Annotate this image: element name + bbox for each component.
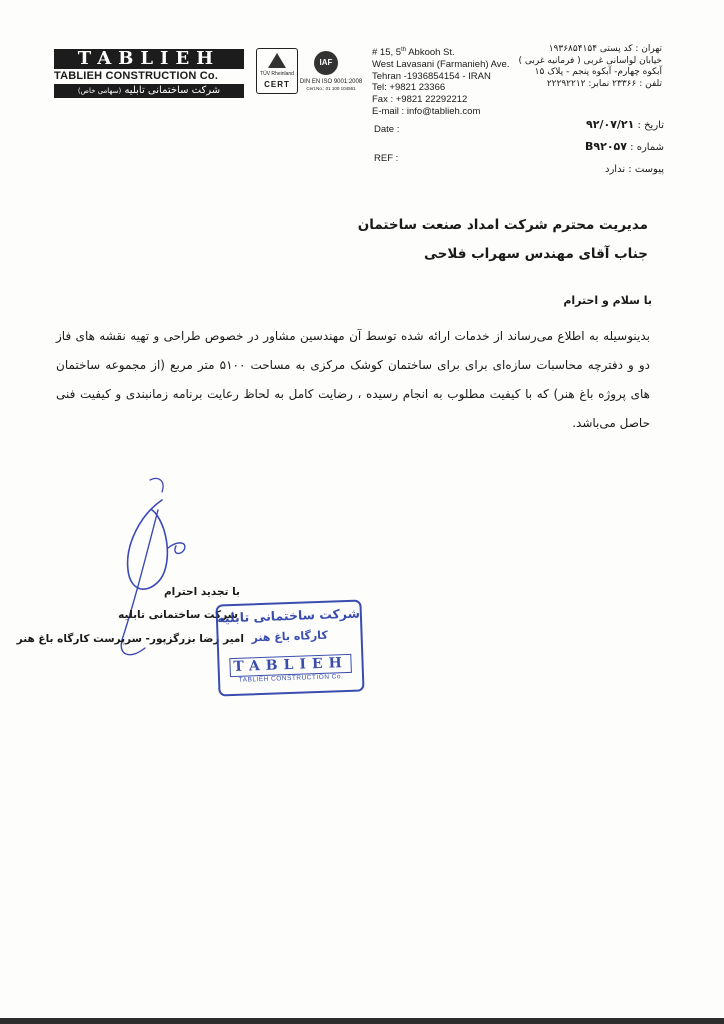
iso-standard: DIN EN ISO 9001:2008	[299, 79, 363, 85]
letter-body: بدینوسیله به اطلاع می‌رساند از خدمات ارائه شده توسط آن مهندسین مشاور در خصوص طراحی و تهیه نقشه های فاز دو و دفترچه محاسبات سازه‌ای برای برای ساختمان کوشک مرکزی به مساحت ۵۱۰۰ متر مربع (از مجموعه ساختمان های پروژه باغ هنر) که با کیفیت مطلوب به انجام رسیده ، رضایت کامل به لحاظ رعایت برنامه زمانبندی و کیفیت فنی حاصل می‌باشد.	[56, 329, 650, 430]
logo-wordmark: TABLIEH	[54, 49, 244, 69]
tuv-triangle-icon	[268, 53, 286, 68]
date-fa-label: تاریخ :	[637, 120, 664, 131]
attachment-fa: پیوست : ندارد	[605, 164, 664, 175]
email: E-mail : info@tablieh.com	[372, 105, 481, 117]
date-fa	[586, 118, 664, 133]
ref-label: REF :	[374, 153, 399, 164]
scan-bottom-edge	[0, 1018, 724, 1024]
recipient-line-1: مدیریت محترم شرکت امداد صنعت ساختمان	[357, 217, 648, 233]
certification-marks	[256, 48, 364, 94]
closing-regards: با تجدید احترام	[163, 586, 240, 598]
recipient-line-2: جناب آقای مهندس سهراب فلاحی	[423, 246, 648, 262]
stamp-line-1: شرکت ساختمانی تابلیه	[216, 605, 361, 626]
address-fa-line4: تلفن : ۲۳۳۶۶ نمابر: ۲۲۲۹۲۲۱۲	[546, 78, 662, 89]
closing-company: شرکت ساختمانی تابلیه	[118, 609, 238, 621]
tuv-text: TÜV Rheinland	[260, 71, 294, 77]
date-fa-value: ۹۲/۰۷/۲۱	[586, 118, 635, 131]
stamp-line-2: کارگاه باغ هنر	[251, 628, 328, 645]
cert-label: CERT	[264, 80, 290, 89]
address-fa-line2: خیابان لواسانی غربی ( فرمانیه غربی )	[518, 55, 662, 66]
company-logo	[54, 49, 244, 99]
logo-persian-title: شرکت ساختمانی تابلیه	[124, 85, 221, 96]
address-en-line3: Tehran -1936854154 - IRAN	[372, 70, 491, 82]
address-en-line2: West Lavasani (Farmanieh) Ave.	[372, 58, 510, 70]
cert-number: Cert.No.: 01 100 104561	[306, 86, 356, 91]
iaf-icon: IAF	[314, 51, 338, 75]
address-fa-line3: آبکوه چهارم- آبکوه پنجم - پلاک ۱۵	[534, 67, 662, 77]
fax: Fax : +9821 22292212	[372, 93, 468, 105]
number-fa-label: شماره :	[630, 142, 664, 153]
logo-english-name: TABLIEH CONSTRUCTION Co.	[54, 70, 219, 82]
company-stamp	[215, 599, 364, 696]
number-fa	[585, 140, 664, 155]
phone: Tel: +9821 23366	[372, 82, 446, 94]
address-persian	[492, 44, 662, 90]
logo-persian-subtitle: (سهامی خاص)	[77, 87, 122, 95]
closing-signatory: امیر رضا بزرگزپور- سرپرست کارگاه باغ هنر	[16, 633, 244, 645]
logo-persian-name	[54, 84, 244, 98]
greeting: با سلام و احترام	[563, 294, 652, 307]
stamp-logo: TABLIEH	[229, 654, 352, 677]
tuv-cert-badge	[256, 48, 298, 94]
address-en-line1: # 15, 5th Abkooh St.	[372, 47, 455, 59]
number-fa-value: B۹۲۰۵۷	[585, 140, 627, 153]
date-label: Date :	[374, 124, 400, 135]
stamp-english: TABLIEH CONSTRUCTION Co.	[238, 673, 344, 684]
address-fa-line1: تهران : کد پستی ۱۹۳۶۸۵۴۱۵۴	[548, 44, 662, 54]
